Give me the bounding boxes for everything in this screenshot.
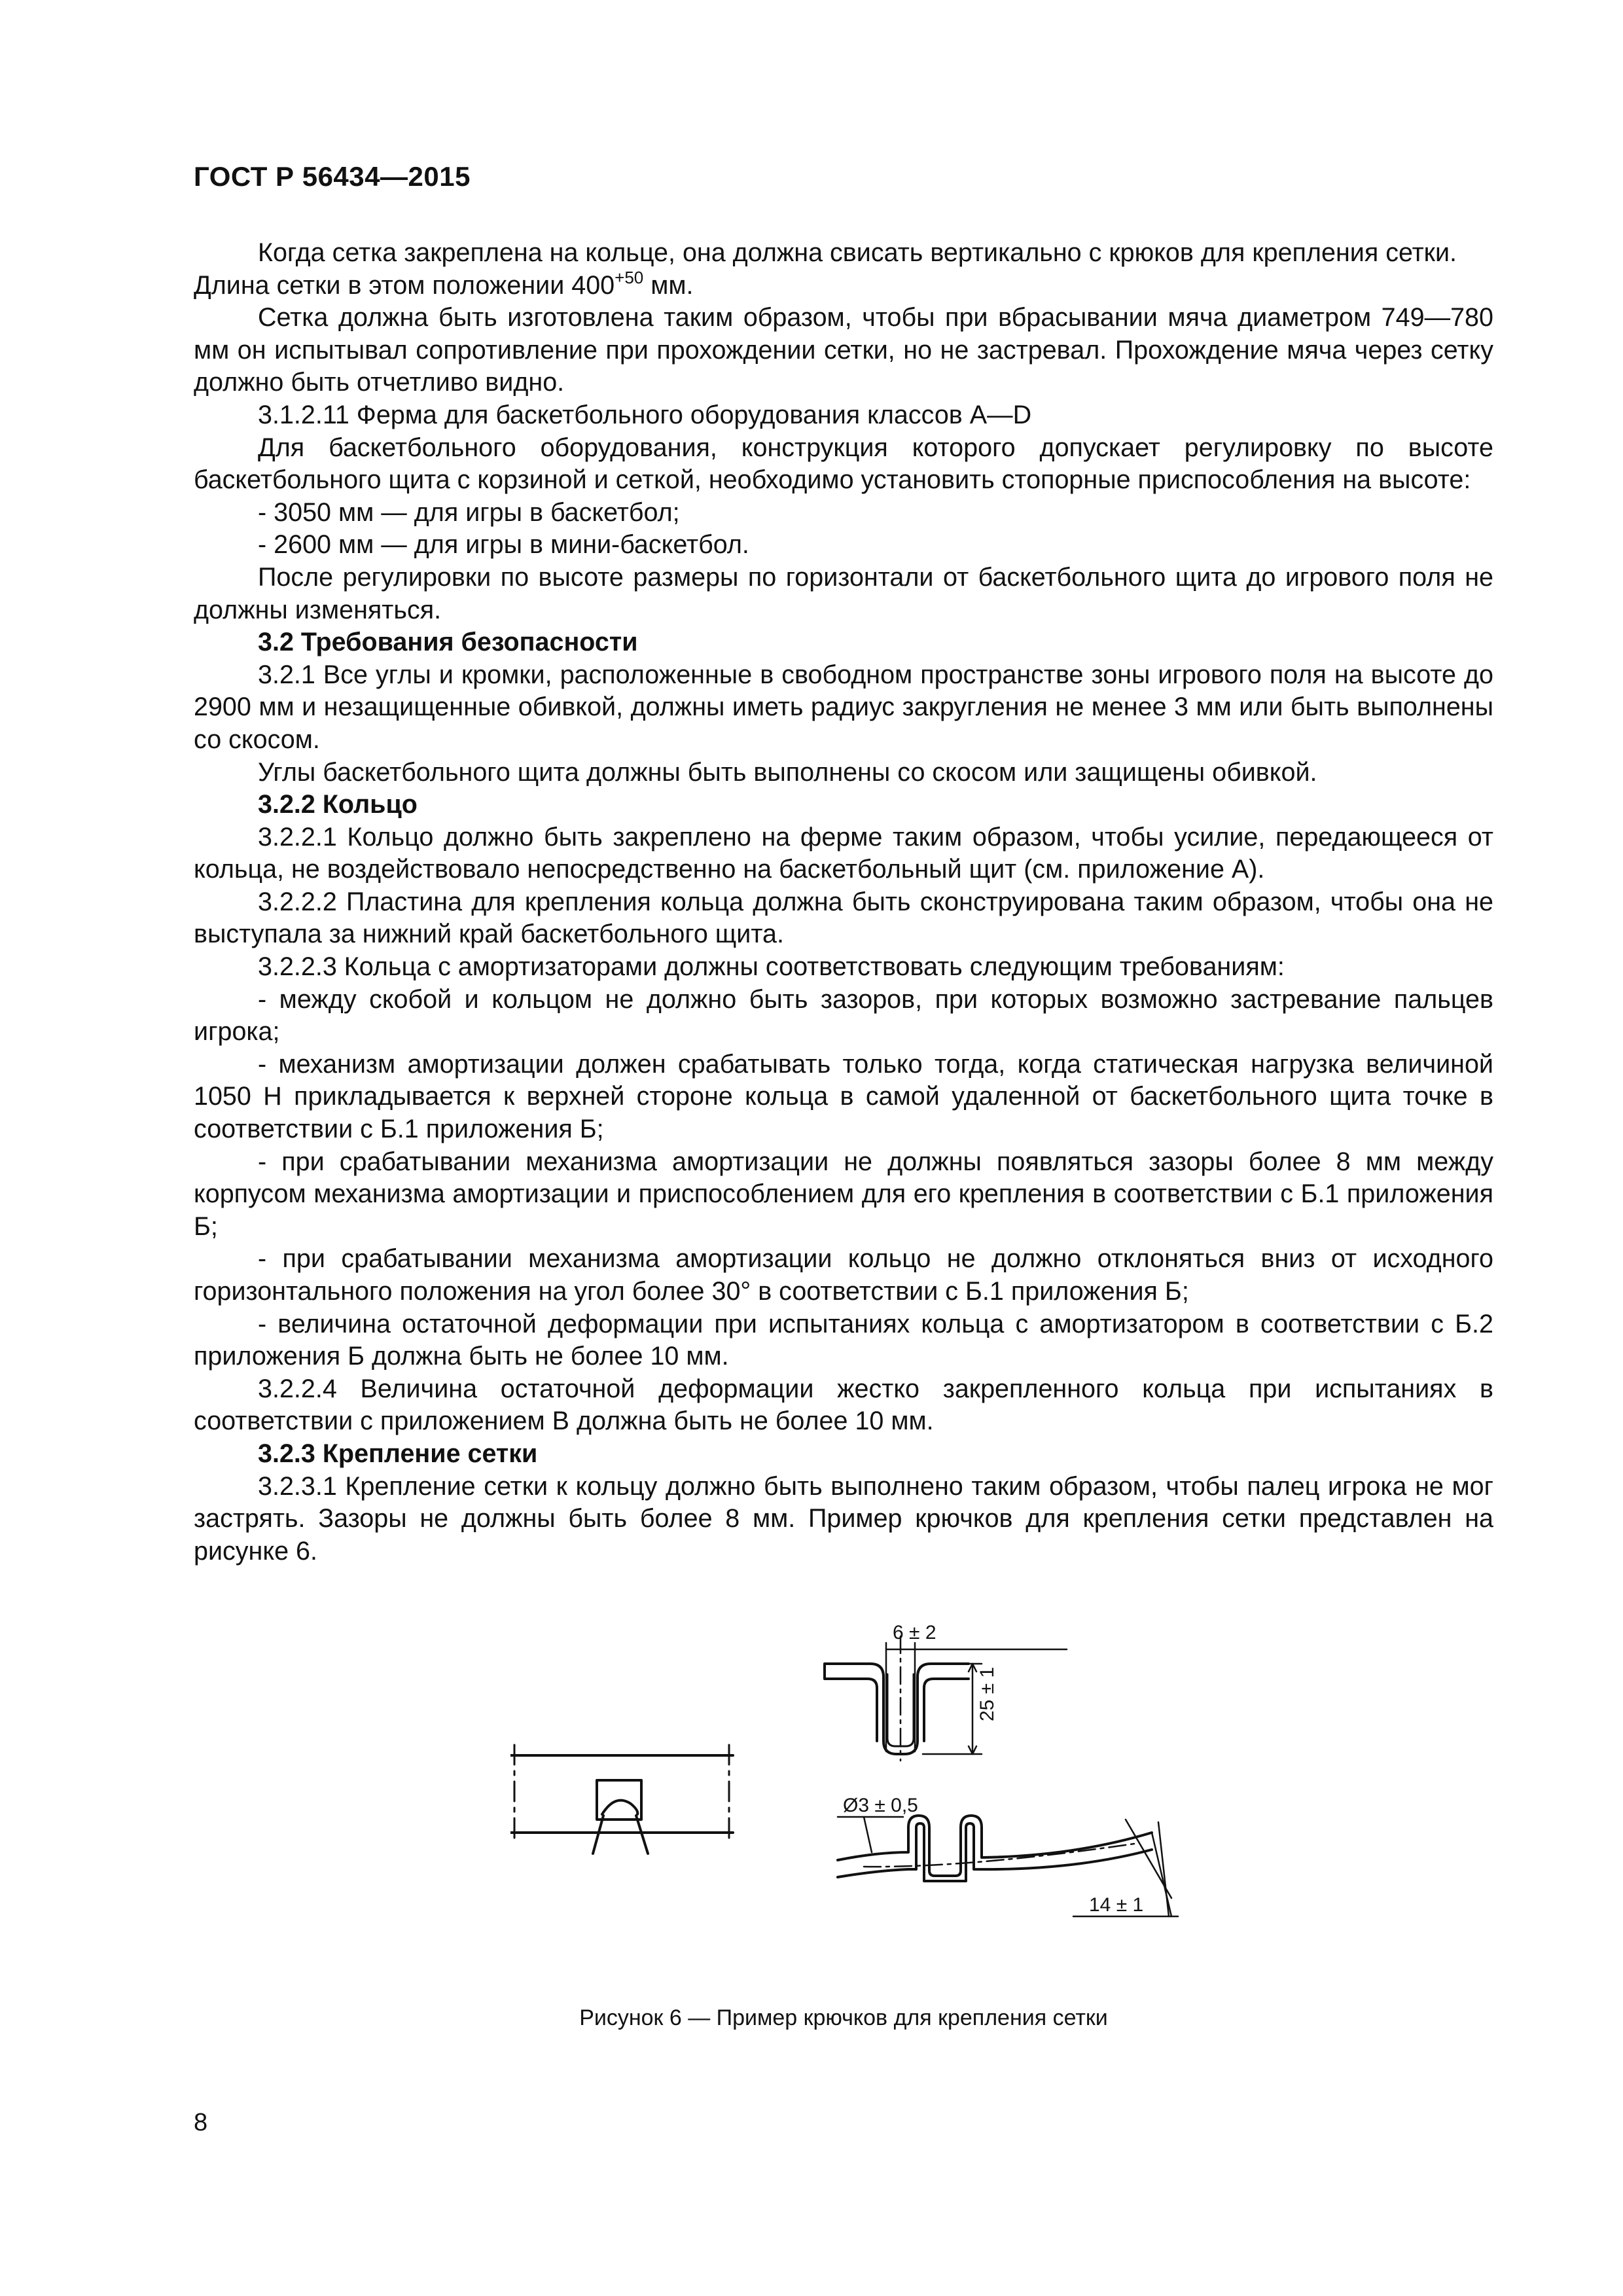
dim-offset-label: 14 ± 1 — [1089, 1894, 1144, 1916]
ring-section-view — [510, 1745, 733, 1854]
section-heading: 3.2.2 Кольцо — [258, 790, 418, 819]
paragraph: - 2600 мм — для игры в мини-баскетбол. — [258, 530, 749, 560]
section-heading: 3.2 Требования безопасности — [258, 628, 638, 657]
paragraph: 3.2.2.1 Кольцо должно быть закреплено на ферме таким образом, чтобы усилие, передающееся от кольца, не воздействовало непосредственно на баскетбольный щит (см. приложение А). — [194, 822, 1493, 884]
paragraph: 3.1.2.11 Ферма для баскетбольного оборудования классов А—D — [258, 400, 1032, 429]
page-number: 8 — [194, 2109, 208, 2136]
dim-width-label: 6 ± 2 — [893, 1622, 936, 1643]
dim-height-label: 25 ± 1 — [976, 1666, 998, 1721]
paragraph: 3.2.2.4 Величина остаточной деформации жестко закрепленного кольца при испытаниях в соответствии с приложением В должна быть не более 10 мм. — [194, 1374, 1493, 1436]
paragraph: - механизм амортизации должен срабатывать только тогда, когда статическая нагрузка величиной 1050 Н прикладывается к верхней стороне кольца в самой удаленной от баскетбольного щита точке в соответствии с Б.1 приложения Б; — [194, 1049, 1493, 1144]
paragraph: Для баскетбольного оборудования, конструкция которого допускает регулировку по высоте баскетбольного щита с корзиной и сеткой, необходимо установить стопорные приспособления на высоте: — [194, 433, 1493, 495]
tolerance-superscript: +50 — [615, 267, 644, 287]
figure-caption: Рисунок 6 — Пример крючков для крепления сетки — [579, 2005, 1108, 2030]
paragraph: - величина остаточной деформации при испытаниях кольца с амортизатором в соответствии с Б.2 приложения Б должна быть не более 10 мм. — [194, 1309, 1493, 1371]
paragraph: Углы баскетбольного щита должны быть выполнены со скосом или защищены обивкой. — [258, 757, 1317, 787]
paragraph: Сетка должна быть изготовлена таким образом, чтобы при вбрасывании мяча диаметром 749—780 мм он испытывал сопротивление при прохождении сетки, но не застревал. Прохождение мяча через сетку должно быть отчетливо видно. — [194, 303, 1493, 397]
dim-diameter-label: Ø3 ± 0,5 — [843, 1795, 918, 1816]
hook-side-view — [825, 1636, 1067, 1761]
paragraph: После регулировки по высоте размеры по горизонтали от баскетбольного щита до игрового поля не должны изменяться. — [194, 562, 1493, 624]
paragraph: 3.2.2.2 Пластина для крепления кольца должна быть сконструирована таким образом, чтобы она не выступала за нижний край баскетбольного щита. — [194, 887, 1493, 949]
paragraph: - при срабатывании механизма амортизации кольцо не должно отклоняться вниз от исходного горизонтального положения на угол более 30° в соответствии с Б.1 приложения Б; — [194, 1244, 1493, 1306]
paragraph: - между скобой и кольцом не должно быть зазоров, при которых возможно застревание пальцев игрока; — [194, 984, 1493, 1047]
paragraph: 3.2.3.1 Крепление сетки к кольцу должно быть выполнено таким образом, чтобы палец игрока не мог застрять. Зазоры не должны быть более 8 мм. Пример крючков для крепления сетки представлен на рисунке 6. — [194, 1471, 1493, 1566]
paragraph: - при срабатывании механизма амортизации не должны появляться зазоры более 8 мм между корпусом механизма амортизации и приспособлением для его крепления в соответствии с Б.1 приложения Б; — [194, 1147, 1493, 1241]
figure-6 — [510, 1617, 1243, 2042]
document-header: ГОСТ Р 56434—2015 — [194, 161, 471, 192]
paragraph: Когда сетка закреплена на кольце, она должна свисать вертикально с крюков для крепления сетки. — [258, 238, 1457, 267]
paragraph: - 3050 мм — для игры в баскетбол; — [258, 497, 680, 527]
paragraph: 3.2.2.3 Кольца с амортизаторами должны соответствовать следующим требованиям: — [258, 952, 1285, 982]
section-heading: 3.2.3 Крепление сетки — [258, 1439, 538, 1468]
document-body — [194, 237, 1493, 1568]
paragraph: Длина сетки в этом положении $400^{+50}$ мм. — [194, 267, 694, 300]
paragraph: 3.2.1 Все углы и кромки, расположенные в свободном пространстве зоны игрового поля на высоте до 2900 мм и незащищенные обивкой, должны иметь радиус закругления не менее 3 мм или быть выполнены со скосом. — [194, 660, 1493, 754]
hook-drawing — [510, 1617, 1243, 2042]
